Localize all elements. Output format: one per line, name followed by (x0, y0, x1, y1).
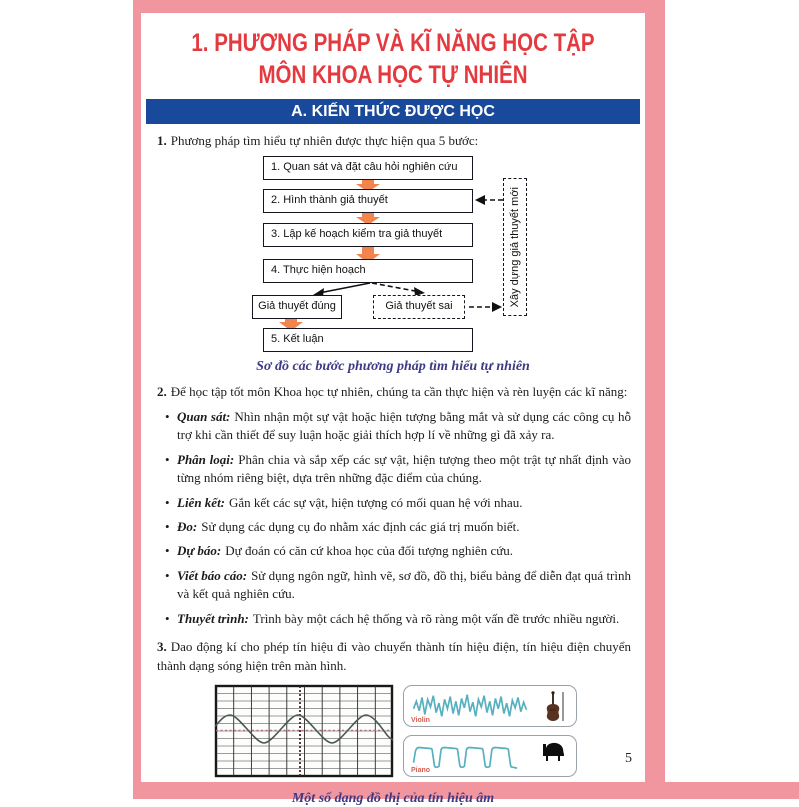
section-header: A. KIẾN THỨC ĐƯỢC HỌC (146, 99, 640, 124)
flow-new-hypothesis-label: Xây dựng giả thuyết mới (509, 186, 521, 308)
skills-list (165, 408, 631, 629)
flow-step-2: 2. Hình thành giả thuyết (263, 189, 473, 213)
skill-term: Viết báo cáo: (177, 567, 248, 583)
skill-term: Dự báo: (177, 543, 222, 559)
flow-step-4: 4. Thực hiện hoạch (263, 259, 473, 283)
skill-desc: Sử dụng các dụng cụ đo nhằm xác định các giá trị muốn biết. (201, 518, 520, 534)
skill-term: Thuyết trình: (177, 610, 249, 626)
paragraph-2-number: 2. (157, 383, 167, 399)
skill-report (165, 567, 631, 604)
violin-icon (545, 690, 567, 723)
paragraph-2 (157, 383, 631, 402)
skill-predict (165, 542, 631, 560)
skill-desc: Nhìn nhận một sự vật hoặc hiện tượng bằng mắt và sử dụng các công cụ hỗ trợ khi cần thiết để suy luận hoặc giải thích hợp lí về những gì đã xảy ra. (177, 408, 631, 443)
flow-step-5: 5. Kết luận (263, 328, 473, 352)
pink-border-right (645, 0, 665, 782)
skill-term: Quan sát: (177, 408, 231, 424)
flow-step-3: 3. Lập kế hoạch kiểm tra giả thuyết (263, 223, 473, 247)
paragraph-1 (157, 132, 631, 151)
skill-measure (165, 518, 631, 536)
page-number: 5 (625, 751, 632, 766)
skill-desc: Gắn kết các sự vật, hiện tượng có mối quan hệ với nhau. (229, 494, 523, 510)
paragraph-2-text: Để học tập tốt môn Khoa học tự nhiên, chúng ta cần thực hiện và rèn luyện các kĩ năng: (170, 383, 628, 399)
violin-signal-card (403, 685, 577, 727)
paragraph-1-number: 1. (157, 133, 167, 148)
pink-border-top (133, 0, 665, 13)
skill-term: Đo: (177, 518, 198, 534)
piano-icon (539, 740, 567, 764)
textbook-page (141, 13, 645, 806)
skill-observe (165, 408, 631, 445)
pink-border-left (133, 0, 141, 799)
title-line-1: 1. PHƯƠNG PHÁP VÀ KĨ NĂNG HỌC TẬP (191, 29, 595, 57)
signal-figure (141, 685, 645, 779)
flow-hypothesis-false: Giả thuyết sai (373, 295, 465, 319)
skill-desc: Sử dụng ngôn ngữ, hình vẽ, sơ đồ, đồ thị, biểu bảng để diễn đạt quá trình và kết quả nghiên cứu. (177, 567, 632, 602)
flowchart-caption: Sơ đồ các bước phương pháp tìm hiểu tự nhiên (256, 358, 530, 374)
skill-term: Liên kết: (177, 494, 226, 510)
title-line-2: MÔN KHOA HỌC TỰ NHIÊN (258, 60, 528, 89)
skill-present (165, 610, 631, 628)
flow-hypothesis-true: Giả thuyết đúng (252, 295, 342, 319)
method-flowchart (141, 156, 645, 352)
skill-desc: Phân chia và sắp xếp các sự vật, hiện tượng theo một trật tự nhất định vào từng nhóm riêng biệt, dựa trên những đặc điểm của chúng. (177, 451, 631, 486)
violin-label: Violin (411, 716, 430, 724)
flow-new-hypothesis-box (503, 178, 527, 316)
skill-desc: Dự đoán có căn cứ khoa học của đối tượng nghiên cứu. (225, 543, 514, 559)
page-title (141, 28, 645, 91)
piano-label: Piano (411, 766, 431, 774)
skill-term: Phân loại: (177, 451, 235, 467)
figure-caption: Một số dạng đồ thị của tín hiệu âm (291, 790, 495, 806)
paragraph-1-text: Phương pháp tìm hiểu tự nhiên được thực hiện qua 5 bước: (170, 133, 479, 148)
oscilloscope-graph (215, 685, 393, 777)
skill-desc: Trình bày một cách hệ thống và rõ ràng một vấn đề trước nhiều người. (252, 610, 620, 626)
paragraph-3-number: 3. (157, 639, 167, 655)
paragraph-3 (157, 638, 631, 676)
flowchart-arrows (141, 156, 645, 352)
flow-step-1: 1. Quan sát và đặt câu hỏi nghiên cứu (263, 156, 473, 180)
paragraph-3-text: Dao động kí cho phép tín hiệu đi vào chuyển thành tín hiệu điện, tín hiệu điện chuyển thành dạng sóng hiện trên màn hình. (157, 639, 631, 674)
skill-link (165, 494, 631, 512)
piano-signal-card (403, 735, 577, 777)
skill-classify (165, 451, 631, 488)
